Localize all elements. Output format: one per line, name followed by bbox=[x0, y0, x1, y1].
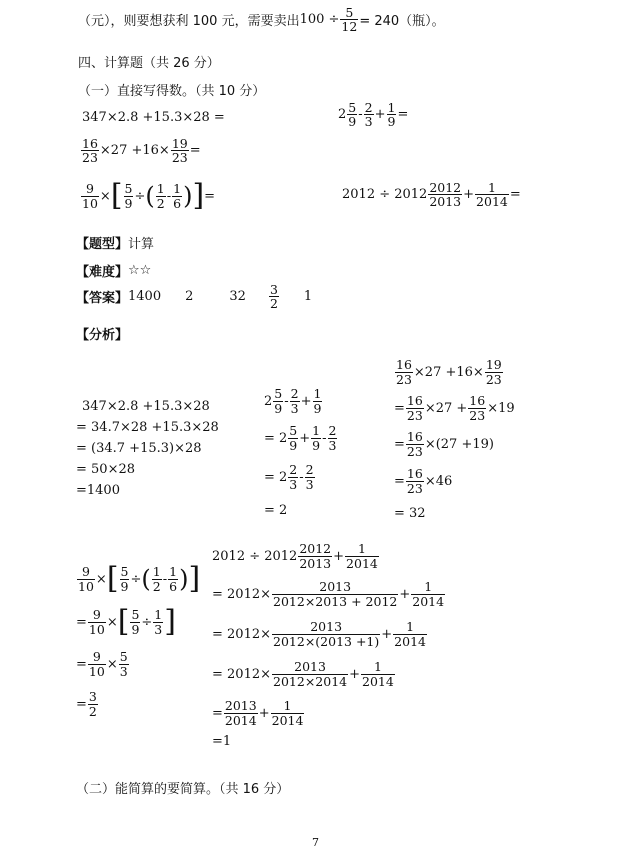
solution-1-line: 347×2.8 +15.3×28 bbox=[82, 399, 210, 414]
answer-5: 1 bbox=[303, 289, 313, 305]
answer-3: 32 bbox=[229, 289, 246, 305]
solution-2: 2 $\frac{5}{9}$ - $\frac{2}{3}$ + $\frac{1}{9}$ = 2 $\frac{5}{9}$ + $\frac{1}{9}$ - $\frac{2}{3}$ = 2 $\frac{2}{3}$ - $\frac{2}{3}$ = 2 bbox=[264, 386, 337, 518]
top-line bbox=[78, 6, 445, 33]
solution-1 bbox=[76, 396, 219, 501]
solution-3: $\frac{16}{23}$ ×27 +16× $\frac{19}{23}$ = $\frac{16}{23}$ ×27 + $\frac{16}{23}$ ×19 = $\frac{16}{23}$ ×(27 +19) = $\frac{16}{23}$ ×46 = 32 bbox=[394, 357, 515, 521]
top-line-fraction: $\frac{5}{12}$ bbox=[341, 5, 358, 35]
solution-1-line: = (34.7 +15.3)×28 bbox=[76, 441, 202, 456]
top-line-expr-b: = 240（瓶）。 bbox=[359, 14, 445, 30]
type-row bbox=[76, 233, 154, 252]
top-line-expr-a: 100 ÷ bbox=[299, 12, 340, 28]
solution-4: $\frac{9}{10}$ × [ $\frac{5}{9}$ ÷ ( $\frac{1}{2}$ - $\frac{1}{6}$ ) ] = $\frac{9}{10}$ × [ $\frac{5}{9}$ ÷ $\frac{1}{3}$ ] = $\frac{9}{10}$ × $\frac{5}{3}$ = $\frac{3}{2}$ bbox=[76, 561, 201, 719]
page-number: 7 bbox=[312, 836, 319, 849]
solution-1-line: = 50×28 bbox=[76, 462, 136, 477]
answer-1: 1400 bbox=[128, 289, 162, 305]
question-2: 2 $\frac{5}{9}$ - $\frac{2}{3}$ + $\frac{1}{9}$ = bbox=[338, 100, 409, 130]
type-value: 计算 bbox=[128, 237, 155, 252]
analysis-label: 【分析】 bbox=[76, 328, 129, 343]
question-1: 347×2.8 +15.3×28 = bbox=[82, 110, 225, 125]
answer-row bbox=[76, 283, 312, 310]
answer-label: 【答案】 bbox=[76, 291, 129, 307]
answer-2: 2 bbox=[185, 289, 194, 305]
difficulty-row bbox=[76, 261, 151, 280]
difficulty-value: ☆☆ bbox=[128, 263, 152, 278]
difficulty-label: 【难度】 bbox=[76, 265, 129, 280]
solution-5: 2012 ÷ 2012 $\frac{2012}{2013}$ + $\frac{1}{2014}$ = 2012× $\frac{2013}{2012\times 2013 + 2012}$ + $\frac{1}{2014}$ = 2012× $\frac{2013}{2012\times(2013 +1)}$ + $\frac{1}{2014}$ = 2012× $\frac{2013}{2012\times 2014}$ + $\frac{1}{2014}$ = $\frac{2013}{2014}$ + $\frac{1}{2014}$ =1 bbox=[212, 541, 445, 749]
question-5: 2012 ÷ 2012 $\frac{2012}{2013}$ + $\frac{1}{2014}$ = bbox=[342, 180, 521, 210]
subsection-2-title: （二）能简算的要简算。（共 16 分） bbox=[76, 782, 290, 797]
top-line-prefix: （元），则要想获利 100 元，需要卖出 bbox=[78, 14, 300, 30]
section-title: 四、计算题（共 26 分） bbox=[78, 56, 220, 71]
question-4: $\frac{9}{10}$ × [ $\frac{5}{9}$ ÷ ( $\frac{1}{2}$ - $\frac{1}{6}$ ) ] = bbox=[82, 178, 216, 213]
solution-1-line: =1400 bbox=[76, 483, 120, 498]
type-label: 【题型】 bbox=[76, 237, 129, 252]
solution-1-line: = 34.7×28 +15.3×28 bbox=[76, 420, 219, 435]
question-3: $\frac{16}{23}$ ×27 +16× $\frac{19}{23}$ = bbox=[82, 136, 201, 166]
answer-4: $\frac{3}{2}$ bbox=[269, 282, 278, 312]
subsection-1-title: （一）直接写得数。（共 10 分） bbox=[78, 84, 266, 99]
